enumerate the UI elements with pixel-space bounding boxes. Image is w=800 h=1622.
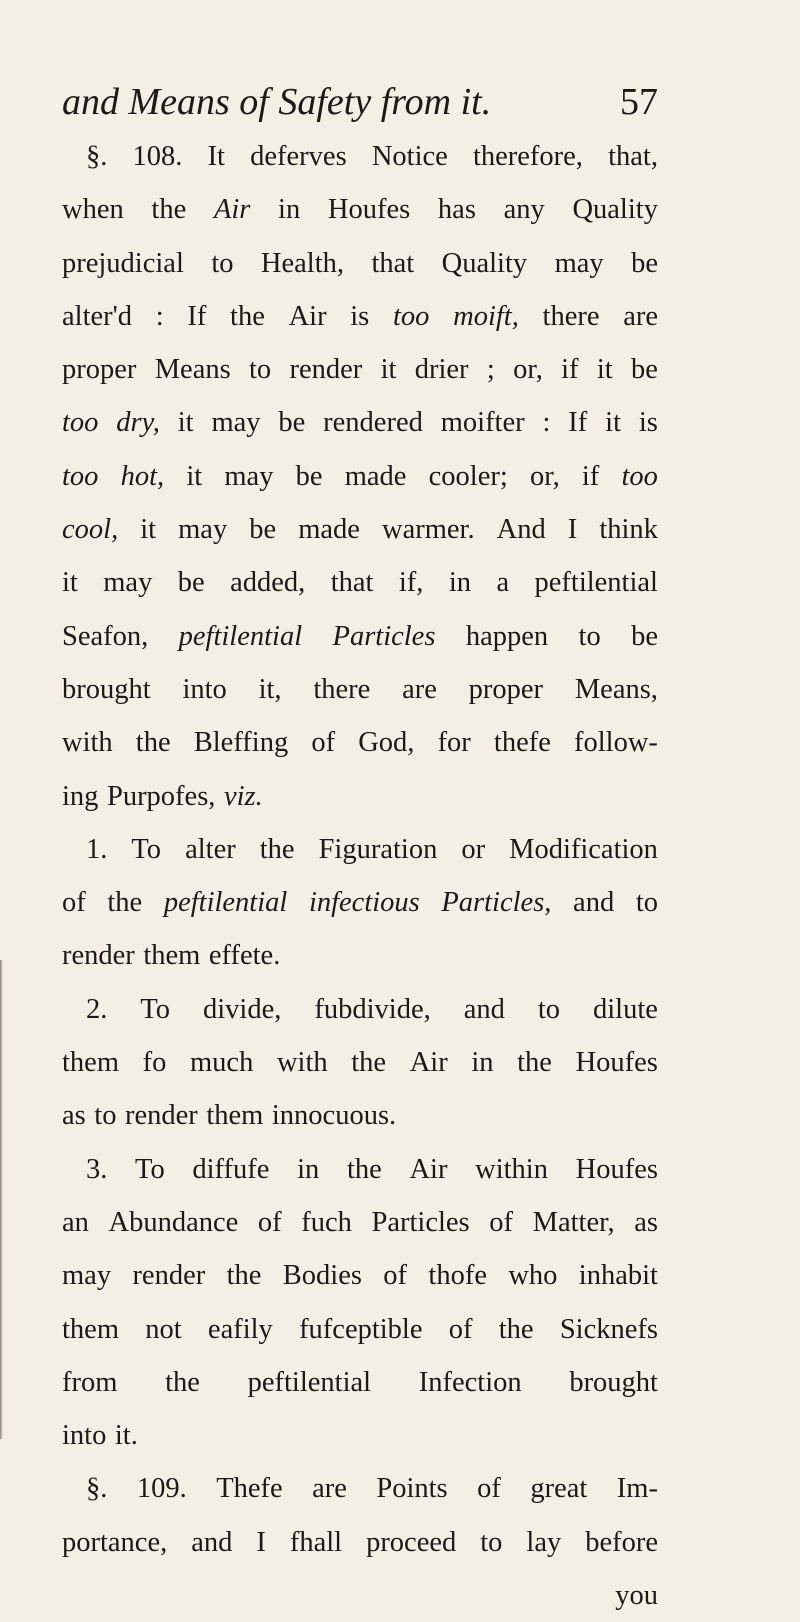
word: warmer. [381, 514, 475, 546]
word: §. [86, 1473, 108, 1505]
word: Air [288, 300, 327, 332]
word: within [475, 1153, 548, 1185]
word: inhabit [578, 1260, 658, 1292]
word: Sicknefs [559, 1313, 658, 1345]
word: too [62, 460, 99, 492]
word: Particles [371, 1206, 470, 1238]
word: render [62, 940, 135, 972]
word: rendered [323, 407, 423, 439]
word: follow- [574, 727, 658, 759]
word: it [186, 460, 203, 492]
word: with [62, 727, 113, 759]
word: To [131, 833, 162, 865]
text-line [62, 237, 658, 290]
word: may [178, 514, 228, 546]
word: moifter [440, 407, 525, 439]
word: proper [62, 354, 137, 386]
word: Quality [572, 194, 658, 226]
word: into [62, 1420, 107, 1452]
word: Health, [260, 247, 345, 279]
text-line [62, 290, 658, 343]
word: made [344, 460, 407, 492]
text-line [62, 663, 658, 716]
word: To [140, 993, 171, 1025]
word: Im- [616, 1473, 658, 1505]
word: And [496, 514, 546, 546]
word: Figuration [318, 833, 438, 865]
word: added, [230, 567, 306, 599]
text-line [62, 396, 658, 449]
word: fubdivide, [314, 993, 431, 1025]
word: Houfes [575, 1047, 658, 1079]
word: you [615, 1580, 658, 1612]
word: the [351, 1047, 387, 1079]
text-line [62, 556, 658, 609]
word: fo [142, 1047, 167, 1079]
word: peftilential [247, 1366, 372, 1398]
word: brought [62, 673, 151, 705]
body-text [62, 130, 658, 1622]
text-line [62, 1462, 658, 1515]
word: may [224, 460, 274, 492]
word: dilute [593, 993, 658, 1025]
page-number: 57 [620, 81, 658, 123]
word: them [62, 1047, 119, 1079]
text-line [62, 1143, 658, 1196]
word: the [165, 1366, 200, 1398]
word: : [542, 407, 551, 439]
word: God, [358, 727, 415, 759]
word: proceed [366, 1526, 457, 1558]
word: to [249, 354, 272, 386]
word: render [289, 354, 363, 386]
word: in [448, 567, 472, 599]
word: to [94, 1100, 117, 1132]
word: too [621, 460, 658, 492]
word: of [257, 1206, 282, 1238]
word: I [567, 514, 578, 546]
word: of [62, 887, 86, 919]
word: may [554, 247, 604, 279]
word: Infection [418, 1366, 522, 1398]
word: drier [414, 354, 469, 386]
word: them [143, 940, 201, 972]
text-line [62, 610, 658, 663]
word: portance, [62, 1526, 168, 1558]
word: Purpofes, [106, 780, 216, 812]
word: Bleffing [193, 727, 289, 759]
word: eafily [207, 1313, 273, 1345]
word: may [103, 567, 153, 599]
word: and [463, 993, 505, 1025]
word: there [313, 673, 371, 705]
word: brought [569, 1366, 658, 1398]
text-line [62, 1036, 658, 1089]
word: may [62, 1260, 112, 1292]
word: the [517, 1047, 552, 1079]
word: It [207, 141, 225, 172]
text-line [62, 343, 658, 396]
word: be [278, 407, 306, 439]
word: the [135, 727, 171, 759]
word: the [107, 887, 143, 919]
word: it [140, 514, 157, 546]
word: of [448, 1313, 473, 1345]
word: when [62, 194, 124, 226]
word: or, [513, 354, 543, 386]
word: happen [465, 620, 549, 652]
word: a [496, 567, 510, 599]
word: are [312, 1473, 347, 1505]
word: or, [529, 460, 560, 492]
word: cool, [62, 514, 119, 546]
word: into [182, 673, 227, 705]
text-line [62, 983, 658, 1036]
word: If [568, 407, 588, 439]
text-line [62, 1089, 658, 1142]
word: it [605, 407, 621, 439]
word: Means [154, 354, 231, 386]
text-line [62, 130, 658, 183]
word: are [402, 673, 437, 705]
word: 2. [86, 993, 108, 1025]
word: Quality [441, 247, 528, 279]
word: 109. [136, 1473, 187, 1505]
word: of [489, 1206, 514, 1238]
word: fuch [301, 1206, 352, 1238]
word: Means, [574, 673, 658, 705]
word: too [392, 300, 430, 332]
word: as [62, 1100, 86, 1132]
word: Air [409, 1047, 448, 1079]
word: deferves [250, 141, 347, 172]
word: If [187, 300, 207, 332]
word: the [230, 300, 265, 332]
word: peftilential [534, 567, 658, 599]
word: the [346, 1153, 382, 1185]
word: made [298, 514, 360, 546]
word: Seafon, [62, 620, 149, 652]
text-line [62, 183, 658, 236]
word: or [461, 833, 486, 865]
word: §. [86, 141, 108, 172]
word: are [623, 300, 658, 332]
word: from [62, 1366, 118, 1398]
word: therefore, [472, 141, 583, 172]
word: innocuous. [271, 1100, 397, 1132]
word: prejudicial [62, 247, 184, 279]
word: is [638, 407, 658, 439]
text-line [62, 716, 658, 769]
word: in [297, 1153, 320, 1185]
word: it, [258, 673, 282, 705]
word: before [585, 1526, 658, 1558]
word: in [278, 194, 301, 226]
word: : [155, 300, 164, 332]
word: render [125, 1100, 198, 1132]
word: Air [213, 194, 251, 226]
word: viz. [223, 780, 263, 812]
word: alter'd [62, 300, 133, 332]
word: lay [526, 1526, 562, 1558]
text-line [62, 876, 658, 929]
word: Particles, [441, 887, 552, 919]
word: Bodies [282, 1260, 362, 1292]
word: to [537, 993, 561, 1025]
word: much [190, 1047, 254, 1079]
word: ing [62, 780, 99, 812]
word: in [471, 1047, 494, 1079]
text-line [62, 450, 658, 503]
word: them [62, 1313, 119, 1345]
word: the [151, 194, 187, 226]
word: Thefe [216, 1473, 283, 1505]
word: the [259, 833, 295, 865]
word: alter [185, 833, 236, 865]
word: I [256, 1526, 266, 1558]
word: be [631, 620, 658, 652]
word: Notice [371, 141, 448, 172]
text-line [62, 503, 658, 556]
word: fufceptible [299, 1313, 423, 1345]
text-line [62, 823, 658, 876]
word: render [132, 1260, 206, 1292]
word: Particles [332, 620, 436, 652]
word: ; [486, 354, 495, 386]
word: it. [114, 1420, 138, 1452]
word: thefe [493, 727, 551, 759]
word: be [249, 514, 277, 546]
word: may [211, 407, 261, 439]
word: and [573, 887, 615, 919]
word: Matter, [532, 1206, 615, 1238]
word: it [380, 354, 397, 386]
word: Abundance [108, 1206, 239, 1238]
word: be [177, 567, 205, 599]
running-title: and Means of Safety from it. [62, 81, 492, 123]
word: to [635, 887, 658, 919]
word: fhall [289, 1526, 343, 1558]
word: peftilential [178, 620, 303, 652]
word: dry, [116, 407, 160, 439]
word: of [311, 727, 336, 759]
word: that [330, 567, 374, 599]
text-line [62, 1516, 658, 1569]
text-line [62, 770, 658, 823]
word: too [62, 407, 99, 439]
running-header [62, 74, 658, 130]
word: great [530, 1473, 588, 1505]
word: has [437, 194, 476, 226]
word: it [62, 567, 78, 599]
word: if [561, 354, 579, 386]
word: Houfes [575, 1153, 658, 1185]
word: that, [608, 141, 658, 172]
word: moift, [453, 300, 519, 332]
word: of [477, 1473, 501, 1505]
word: with [276, 1047, 328, 1079]
word: an [62, 1206, 89, 1238]
word: to [578, 620, 601, 652]
word: diffufe [192, 1153, 270, 1185]
word: 1. [86, 833, 108, 865]
text-line [62, 929, 658, 982]
text-line [62, 1303, 658, 1356]
word: and [191, 1526, 233, 1558]
word: that [371, 247, 415, 279]
text-line [62, 1409, 658, 1462]
word: thofe [428, 1260, 487, 1292]
word: think [599, 514, 658, 546]
word: to [480, 1526, 503, 1558]
word: Houfes [327, 194, 411, 226]
word: any [503, 194, 545, 226]
word: Points [376, 1473, 448, 1505]
word: be [631, 354, 658, 386]
word: to [211, 247, 234, 279]
word: 108. [132, 141, 183, 172]
word: the [226, 1260, 262, 1292]
word: Modification [509, 833, 658, 865]
text-line [62, 1196, 658, 1249]
word: as [634, 1206, 658, 1238]
word: them [206, 1100, 264, 1132]
word: To [135, 1153, 165, 1185]
word: is [350, 300, 370, 332]
text-line [62, 1569, 658, 1622]
word: infectious [308, 887, 420, 919]
word: 3. [86, 1153, 108, 1185]
text-line [62, 1356, 658, 1409]
word: be [295, 460, 323, 492]
word: of [383, 1260, 408, 1292]
word: proper [468, 673, 544, 705]
word: divide, [203, 993, 282, 1025]
word: for [437, 727, 471, 759]
word: the [498, 1313, 534, 1345]
word: be [631, 247, 658, 279]
page-edge-shadow [0, 960, 3, 1439]
word: it [177, 407, 194, 439]
word: if [581, 460, 600, 492]
word: not [145, 1313, 182, 1345]
word: it [596, 354, 613, 386]
word: peftilential [163, 887, 288, 919]
word: hot, [120, 460, 165, 492]
word: there [542, 300, 600, 332]
text-line [62, 1249, 658, 1302]
word: if, [398, 567, 424, 599]
word: who [508, 1260, 558, 1292]
word: cooler; [428, 460, 508, 492]
word: effete. [208, 940, 281, 972]
word: Air [409, 1153, 448, 1185]
